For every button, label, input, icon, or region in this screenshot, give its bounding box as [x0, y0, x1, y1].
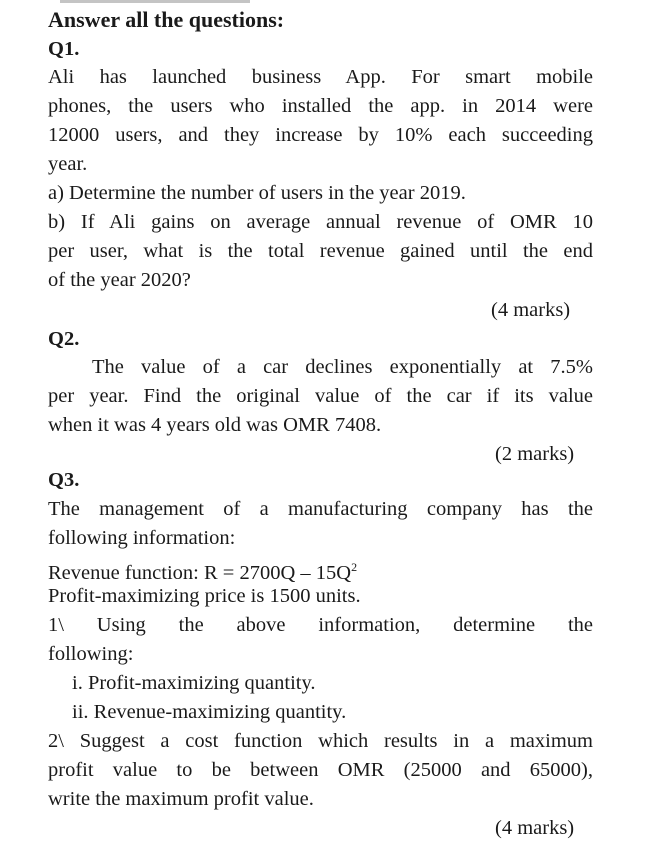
q1-part-b-line: per user, what is the total revenue gained until the end	[48, 240, 593, 262]
q3-label: Q3.	[48, 469, 80, 491]
q1-part-b-line: b) If Ali gains on average annual revenue of OMR 10	[48, 211, 593, 233]
q1-text-line: Ali has launched business App. For smart mobile	[48, 66, 593, 88]
q1-part-b-line: of the year 2020?	[48, 269, 191, 291]
q3-sub-i: i. Profit-maximizing quantity.	[72, 672, 316, 694]
q1-text-line: 12000 users, and they increase by 10% each succeeding	[48, 124, 593, 146]
q3-profit-price: Profit-maximizing price is 1500 units.	[48, 585, 361, 607]
q2-marks: (2 marks)	[495, 443, 575, 465]
q3-sub-ii: ii. Revenue-maximizing quantity.	[72, 701, 347, 723]
revenue-function-exponent: 2	[351, 560, 358, 574]
q1-text-line: year.	[48, 153, 88, 175]
q2-text-line: per year. Find the original value of the car if its value	[48, 385, 593, 407]
q2-label: Q2.	[48, 328, 80, 350]
q3-revenue-function	[48, 554, 357, 587]
q3-part1-line: following:	[48, 643, 134, 665]
revenue-function-text: Revenue function: R = 2700Q – 15Q	[48, 561, 352, 584]
q1-text-line: phones, the users who installed the app. in 2014 were	[48, 95, 593, 117]
q1-marks: (4 marks)	[491, 299, 571, 321]
q3-text-line: following information:	[48, 527, 236, 549]
q2-text-line: The value of a car declines exponentially at 7.5%	[92, 356, 593, 378]
q2-text-line: when it was 4 years old was OMR 7408.	[48, 414, 382, 436]
q3-part2-line: 2\ Suggest a cost function which results in a maximum	[48, 730, 593, 752]
q1-label: Q1.	[48, 38, 80, 60]
page-heading: Answer all the questions:	[48, 7, 285, 32]
q3-part2-line: write the maximum profit value.	[48, 788, 314, 810]
q1-part-a: a) Determine the number of users in the year 2019.	[48, 182, 466, 204]
top-rule-divider	[60, 0, 250, 3]
q3-text-line: The management of a manufacturing company has the	[48, 498, 593, 520]
q3-part1-line: 1\ Using the above information, determine the	[48, 614, 593, 636]
q3-marks: (4 marks)	[495, 817, 575, 839]
q3-part2-line: profit value to be between OMR (25000 and 65000),	[48, 759, 593, 781]
